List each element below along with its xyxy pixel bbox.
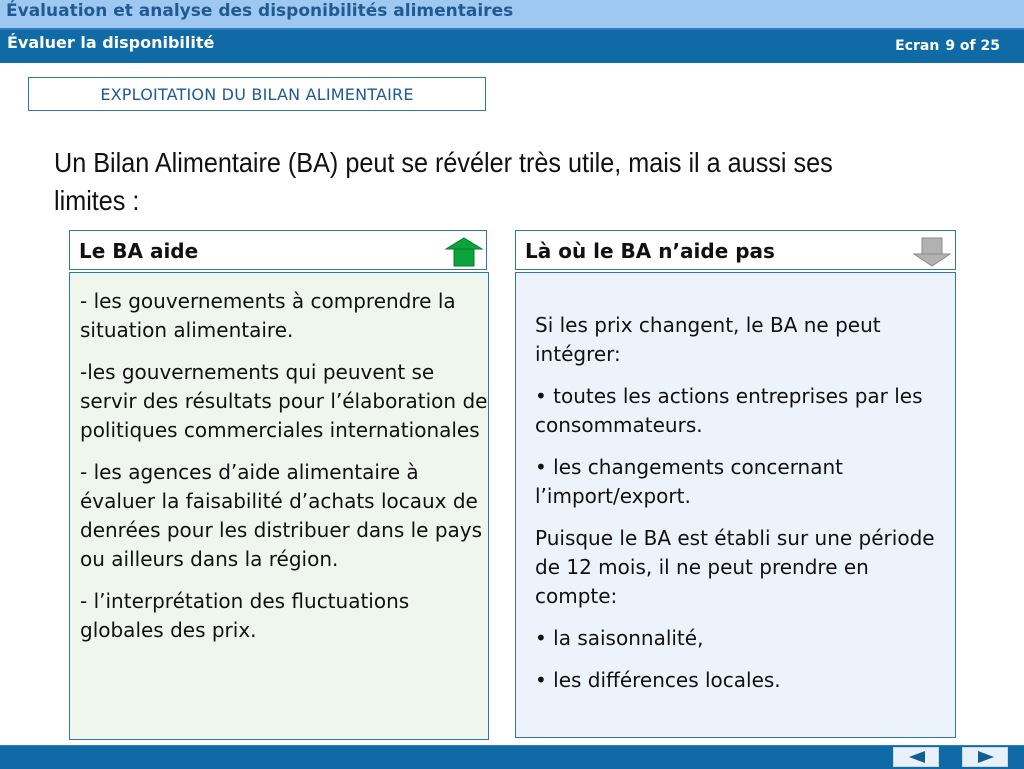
right-item-3: • les changements concernant l’import/export. [535,455,844,508]
screen-number: 9 of 25 [945,38,1000,54]
right-item-2: • toutes les actions entreprises par les consommateurs. [535,384,923,437]
down-arrow-icon [912,237,952,267]
screen-label: Ecran [895,38,940,54]
right-panel-header [515,230,956,270]
section-title: Évaluer la disponibilité [7,33,215,52]
up-arrow-icon [444,237,484,267]
right-panel-body [515,272,956,738]
left-panel-body [69,272,489,740]
right-item-6: • les différences locales. [535,668,781,692]
course-title: Évaluation et analyse des disponibilités alimentaires [6,1,514,21]
left-panel-header [69,230,487,270]
left-arrow-icon [907,750,927,764]
previous-button[interactable] [893,747,939,767]
right-item-1: Si les prix changent, le BA ne peut intégrer: [535,313,881,366]
top-header-band [0,0,1024,28]
left-item-2: -les gouvernements qui peuvent se servir des résultats pour l’élaboration de politiques commerciales internationales [80,360,488,442]
left-panel-title: Le BA aide [79,239,199,263]
left-panel-text [80,287,496,658]
right-panel-text [535,311,945,708]
left-item-1: - les gouvernements à comprendre la situation alimentaire. [80,289,456,342]
section-header-band [0,28,1024,63]
slide-label: EXPLOITATION DU BILAN ALIMENTAIRE [28,77,486,111]
left-item-3: - les agences d’aide alimentaire à évaluer la faisabilité d’achats locaux de denrées pour les distribuer dans le pays ou ailleurs dans la région. [80,460,483,571]
next-button[interactable] [962,747,1008,767]
intro-text: Un Bilan Alimentaire (BA) peut se révéler très utile, mais il a aussi ses limites : [54,147,833,216]
right-item-5: • la saisonnalité, [535,626,704,650]
right-item-4: Puisque le BA est établi sur une période de 12 mois, il ne peut prendre en compte: [535,526,935,608]
left-item-4: - l’interprétation des fluctuations globales des prix. [80,589,410,642]
right-panel-title: Là où le BA n’aide pas [525,239,775,263]
screen-counter [889,38,1000,54]
footer-bar [0,745,1024,769]
right-arrow-icon [976,750,996,764]
